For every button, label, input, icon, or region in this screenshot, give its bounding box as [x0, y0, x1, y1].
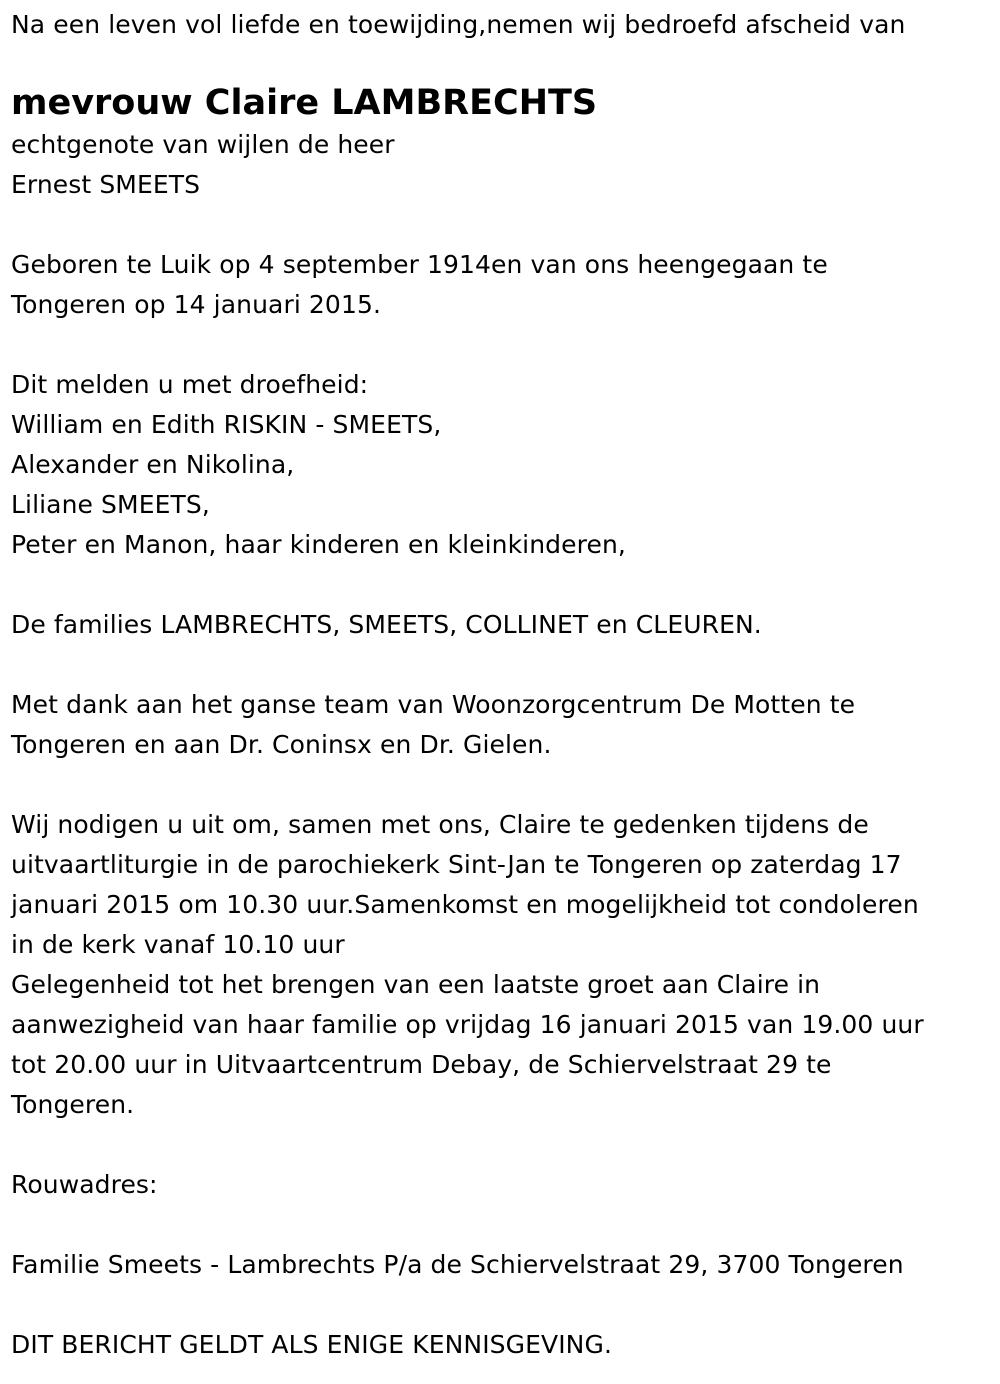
invitation-line: januari 2015 om 10.30 uur.Samenkomst en mogelijkheid tot condoleren — [11, 890, 919, 919]
closing-statement: DIT BERICHT GELDT ALS ENIGE KENNISGEVING. — [11, 1330, 612, 1359]
announcers-heading: Dit melden u met droefheid: — [11, 370, 369, 399]
spacer — [11, 565, 991, 605]
families-line: De families LAMBRECHTS, SMEETS, COLLINET en CLEUREN. — [11, 610, 762, 639]
thanks-line: Tongeren en aan Dr. Coninsx en Dr. Gielen. — [11, 730, 552, 759]
obituary-notice — [11, 5, 991, 1365]
birth-death-line: Geboren te Luik op 4 september 1914en van ons heengegaan te — [11, 250, 828, 279]
invitation-line: in de kerk vanaf 10.10 uur — [11, 930, 345, 959]
mourning-address: Familie Smeets - Lambrechts P/a de Schiervelstraat 29, 3700 Tongeren — [11, 1250, 904, 1279]
invitation-line: tot 20.00 uur in Uitvaartcentrum Debay, de Schiervelstraat 29 te — [11, 1050, 832, 1079]
invitation-line: Gelegenheid tot het brengen van een laatste groet aan Claire in — [11, 970, 821, 999]
spouse-line: echtgenote van wijlen de heer — [11, 130, 395, 159]
announcer-line: Alexander en Nikolina, — [11, 450, 295, 479]
announcer-line: William en Edith RISKIN - SMEETS, — [11, 410, 442, 439]
announcer-line: Peter en Manon, haar kinderen en kleinkinderen, — [11, 530, 626, 559]
deceased-name: mevrouw Claire LAMBRECHTS — [11, 83, 598, 123]
spacer — [11, 205, 991, 245]
spacer — [11, 645, 991, 685]
spacer — [11, 1125, 991, 1165]
spacer — [11, 325, 991, 365]
thanks-line: Met dank aan het ganse team van Woonzorgcentrum De Motten te — [11, 690, 856, 719]
spouse-name: Ernest SMEETS — [11, 170, 201, 199]
invitation-line: uitvaartliturgie in de parochiekerk Sint-Jan te Tongeren op zaterdag 17 — [11, 850, 902, 879]
invitation-line: aanwezigheid van haar familie op vrijdag 16 januari 2015 van 19.00 uur — [11, 1010, 924, 1039]
intro-text: Na een leven vol liefde en toewijding,nemen wij bedroefd afscheid van — [11, 10, 906, 39]
mourning-address-label: Rouwadres: — [11, 1170, 158, 1199]
invitation-line: Wij nodigen u uit om, samen met ons, Claire te gedenken tijdens de — [11, 810, 869, 839]
spacer — [11, 1285, 991, 1325]
announcer-line: Liliane SMEETS, — [11, 490, 210, 519]
invitation-line: Tongeren. — [11, 1090, 135, 1119]
spacer — [11, 765, 991, 805]
spacer — [11, 1205, 991, 1245]
birth-death-line: Tongeren op 14 januari 2015. — [11, 290, 381, 319]
